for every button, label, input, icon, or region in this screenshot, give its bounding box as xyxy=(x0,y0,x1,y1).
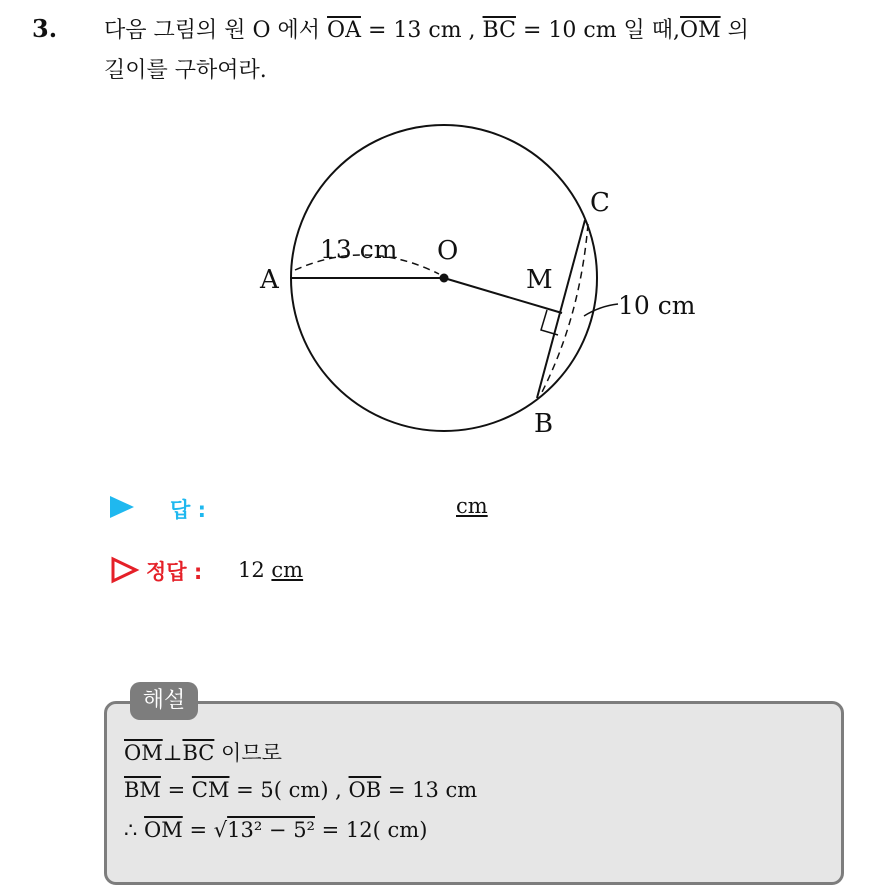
label-radius-length: 13 cm xyxy=(320,235,398,264)
sol-eq-2b: = 5( cm) , xyxy=(229,778,349,802)
question-eq-2: = 10 cm 일 때, xyxy=(515,18,681,43)
correct-answer-unit: cm xyxy=(271,558,304,582)
question-eq-1: = 13 cm , xyxy=(360,18,483,43)
chord-label-leader xyxy=(584,304,618,316)
sol-seg-ob: $\overline{OB}$ xyxy=(348,778,382,802)
answer-marker-icon xyxy=(110,496,134,518)
answer-label: 답 : xyxy=(170,498,206,522)
solution-tab: 해설 xyxy=(130,682,198,720)
sqrt-expression xyxy=(214,818,315,842)
label-b: B xyxy=(534,409,554,439)
sol-eq-2c: = 13 cm xyxy=(381,778,478,802)
sol-text-1: 이므로 xyxy=(214,741,282,765)
sol-seg-om-2: $\overline{OM}$ xyxy=(144,818,183,842)
label-a: A xyxy=(260,265,279,295)
sol-eq-2a: = xyxy=(160,778,192,802)
sol-seg-om: $\overline{OM}$ xyxy=(124,741,163,765)
label-m: M xyxy=(526,265,553,295)
sqrt-radicand: 13² − 5² xyxy=(227,818,315,842)
circle-figure xyxy=(250,118,720,448)
correct-answer-label: 정답 : xyxy=(146,560,203,584)
question-number: 3. xyxy=(32,14,58,43)
answer-unit: cm xyxy=(456,494,488,518)
solution-line-1 xyxy=(124,737,282,767)
sol-seg-bm: $\overline{BM}$ xyxy=(124,778,161,802)
correct-answer-number: 12 xyxy=(238,558,265,582)
sol-seg-bc: $\overline{BC}$ xyxy=(182,741,215,765)
sol-result: = 12( cm) xyxy=(314,818,428,842)
sqrt-sign: √ xyxy=(213,818,228,842)
solution-line-3 xyxy=(124,818,427,842)
chord-bc xyxy=(537,220,585,398)
solution-line-2 xyxy=(124,778,477,802)
correct-answer-value xyxy=(238,558,303,582)
correct-marker-icon xyxy=(110,556,140,584)
segment-bc: $\overline{BC}$ xyxy=(482,18,516,43)
sol-eq-3: = xyxy=(182,818,214,842)
sol-perp: ⊥ xyxy=(162,741,183,765)
label-chord-length: 10 cm xyxy=(618,291,696,320)
question-line-1 xyxy=(104,16,749,46)
question-text-suffix: 의 xyxy=(720,18,749,43)
sol-seg-cm: $\overline{CM}$ xyxy=(191,778,230,802)
center-point-o xyxy=(440,274,449,283)
segment-oa: $\overline{OA}$ xyxy=(327,18,361,43)
question-line-2: 길이를 구하여라. xyxy=(104,58,267,83)
sol-therefore: ∴ xyxy=(124,818,145,842)
segment-om: $\overline{OM}$ xyxy=(680,18,721,43)
label-o: O xyxy=(437,236,459,266)
question-text-prefix: 다음 그림의 원 O 에서 xyxy=(104,18,328,43)
label-c: C xyxy=(590,188,610,218)
